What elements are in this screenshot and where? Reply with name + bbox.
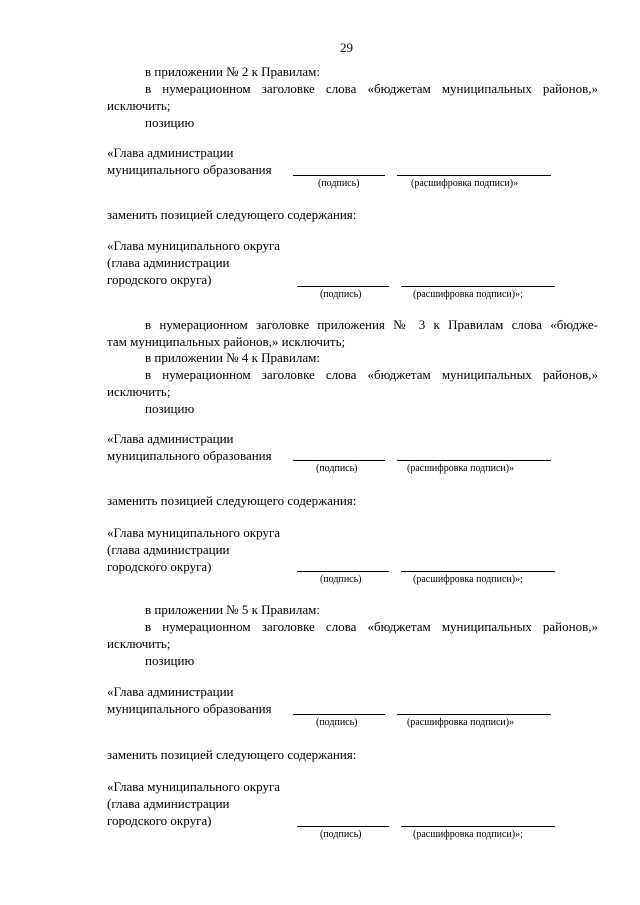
- paragraph-line: в приложении № 5 к Правилам:: [145, 602, 320, 617]
- position-line: муниципального образования: [107, 162, 272, 177]
- paragraph-line: в нумерационном заголовке слова «бюджетам муниципальных районов,»: [145, 619, 598, 634]
- paragraph-line: в приложении № 2 к Правилам:: [145, 64, 320, 79]
- position-line: «Глава администрации: [107, 431, 234, 446]
- position-line: городского округа): [107, 813, 212, 828]
- signature-transcript-line: [401, 826, 555, 827]
- paragraph-line: позицию: [145, 401, 195, 416]
- position-line: муниципального образования: [107, 701, 272, 716]
- paragraph-line: исключить;: [107, 384, 171, 399]
- signature-transcript-line: [397, 175, 551, 176]
- signature-line: [297, 571, 389, 572]
- position-line: (глава администрации: [107, 542, 230, 557]
- position-line: «Глава муниципального округа: [107, 525, 281, 540]
- signature-transcript-caption: (расшифровка подписи)»: [407, 463, 515, 474]
- signature-line: [293, 714, 385, 715]
- signature-transcript-line: [397, 714, 551, 715]
- paragraph-line: в нумерационном заголовке приложения № 3 к Правилам слова «бюдже-: [145, 317, 598, 332]
- position-line: «Глава муниципального округа: [107, 779, 281, 794]
- signature-line: [297, 826, 389, 827]
- signature-transcript-line: [397, 460, 551, 461]
- signature-transcript-caption: (расшифровка подписи)»;: [413, 574, 523, 585]
- signature-line: [297, 286, 389, 287]
- signature-caption: (подпись): [318, 178, 360, 189]
- position-line: городского округа): [107, 272, 212, 287]
- position-line: (глава администрации: [107, 796, 230, 811]
- paragraph-line: в нумерационном заголовке слова «бюджетам муниципальных районов,»: [145, 367, 598, 382]
- paragraph-line: в нумерационном заголовке слова «бюджетам муниципальных районов,»: [145, 81, 598, 96]
- paragraph-line: заменить позицией следующего содержания:: [107, 493, 357, 508]
- signature-caption: (подпись): [316, 463, 358, 474]
- signature-transcript-line: [401, 286, 555, 287]
- paragraph-line: там муниципальных районов,» исключить;: [107, 334, 346, 349]
- position-line: (глава администрации: [107, 255, 230, 270]
- signature-caption: (подпись): [320, 829, 362, 840]
- signature-caption: (подпись): [320, 574, 362, 585]
- position-line: «Глава администрации: [107, 145, 234, 160]
- paragraph-line: заменить позицией следующего содержания:: [107, 207, 357, 222]
- signature-transcript-caption: (расшифровка подписи)»;: [413, 829, 523, 840]
- position-line: «Глава администрации: [107, 684, 234, 699]
- page-number: 29: [340, 40, 353, 55]
- signature-line: [293, 460, 385, 461]
- signature-line: [293, 175, 385, 176]
- signature-transcript-caption: (расшифровка подписи)»;: [413, 289, 523, 300]
- paragraph-line: заменить позицией следующего содержания:: [107, 747, 357, 762]
- signature-caption: (подпись): [316, 717, 358, 728]
- paragraph-line: исключить;: [107, 636, 171, 651]
- position-line: городского округа): [107, 559, 212, 574]
- paragraph-line: в приложении № 4 к Правилам:: [145, 350, 320, 365]
- paragraph-line: позицию: [145, 653, 195, 668]
- signature-transcript-caption: (расшифровка подписи)»: [411, 178, 519, 189]
- paragraph-line: исключить;: [107, 98, 171, 113]
- position-line: муниципального образования: [107, 448, 272, 463]
- signature-caption: (подпись): [320, 289, 362, 300]
- signature-transcript-caption: (расшифровка подписи)»: [407, 717, 515, 728]
- position-line: «Глава муниципального округа: [107, 238, 281, 253]
- paragraph-line: позицию: [145, 115, 195, 130]
- signature-transcript-line: [401, 571, 555, 572]
